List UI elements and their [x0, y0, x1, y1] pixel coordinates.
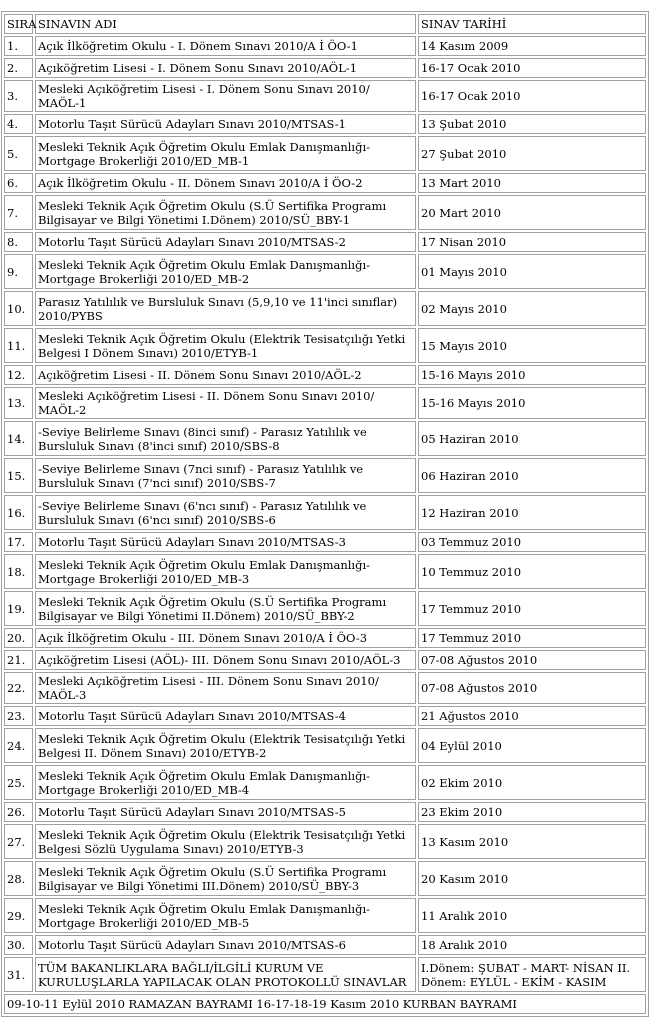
exam-date: 06 Haziran 2010 — [418, 458, 646, 493]
table-row — [4, 495, 646, 530]
table-row — [4, 824, 646, 859]
exam-name: Mesleki Teknik Açık Öğretim Okulu Emlak Danışmanlığı- Mortgage Brokerliği 2010/ED_MB-4 — [35, 765, 416, 800]
table-row — [4, 554, 646, 589]
exam-name: Mesleki Teknik Açık Öğretim Okulu (Elektrik Tesisatçılığı Yetki Belgesi II. Dönem Sınavı) 2010/ETYB-2 — [35, 728, 416, 763]
row-number: 16. — [4, 495, 33, 530]
row-number: 17. — [4, 532, 33, 552]
header-sinavin-adi: SINAVIN ADI — [35, 14, 416, 34]
row-number: 6. — [4, 173, 33, 193]
table-header-row — [4, 14, 646, 34]
table-row — [4, 114, 646, 134]
exam-date: 17 Temmuz 2010 — [418, 628, 646, 648]
exam-name: Mesleki Teknik Açık Öğretim Okulu (S.Ü Sertifika Programı Bilgisayar ve Bilgi Yönetimi III.Dönem) 2010/SÜ_BBY-3 — [35, 861, 416, 896]
table-row — [4, 291, 646, 326]
exam-date: 10 Temmuz 2010 — [418, 554, 646, 589]
row-number: 8. — [4, 232, 33, 252]
exam-date: 12 Haziran 2010 — [418, 495, 646, 530]
exam-date: 27 Şubat 2010 — [418, 136, 646, 171]
row-number: 19. — [4, 591, 33, 626]
row-number: 27. — [4, 824, 33, 859]
row-number: 24. — [4, 728, 33, 763]
exam-date: 07-08 Ağustos 2010 — [418, 650, 646, 670]
exam-date: 02 Ekim 2010 — [418, 765, 646, 800]
header-sira: SIRA — [4, 14, 33, 34]
exam-name: Mesleki Teknik Açık Öğretim Okulu Emlak Danışmanlığı- Mortgage Brokerliği 2010/ED_MB-2 — [35, 254, 416, 289]
exam-schedule — [1, 11, 649, 1017]
exam-date: 05 Haziran 2010 — [418, 421, 646, 456]
exam-date: 16-17 Ocak 2010 — [418, 80, 646, 112]
row-number: 25. — [4, 765, 33, 800]
exam-date: 07-08 Ağustos 2010 — [418, 672, 646, 704]
row-number: 5. — [4, 136, 33, 171]
exam-name: -Seviye Belirleme Sınavı (7nci sınıf) - Parasız Yatılılık ve Bursluluk Sınavı (7'nci sınıf) 2010/SBS-7 — [35, 458, 416, 493]
exam-date: 21 Ağustos 2010 — [418, 706, 646, 726]
exam-name: Parasız Yatılılık ve Bursluluk Sınavı (5,9,10 ve 11'inci sınıflar) 2010/PYBS — [35, 291, 416, 326]
exam-date: 13 Mart 2010 — [418, 173, 646, 193]
exam-name: Motorlu Taşıt Sürücü Adayları Sınavı 2010/MTSAS-6 — [35, 935, 416, 955]
table-row — [4, 765, 646, 800]
exam-date: 15-16 Mayıs 2010 — [418, 365, 646, 385]
exam-name: Motorlu Taşıt Sürücü Adayları Sınavı 2010/MTSAS-3 — [35, 532, 416, 552]
header-sinav-tarihi: SINAV TARİHİ — [418, 14, 646, 34]
table-row — [4, 254, 646, 289]
holiday-footer-row — [4, 994, 646, 1014]
exam-date: 17 Temmuz 2010 — [418, 591, 646, 626]
table-row — [4, 421, 646, 456]
exam-name: Mesleki Teknik Açık Öğretim Okulu Emlak Danışmanlığı- Mortgage Brokerliği 2010/ED_MB-3 — [35, 554, 416, 589]
table-row — [4, 898, 646, 933]
table-row — [4, 628, 646, 648]
table-row — [4, 935, 646, 955]
exam-date: 13 Kasım 2010 — [418, 824, 646, 859]
table-row — [4, 591, 646, 626]
exam-name: Mesleki Açıköğretim Lisesi - II. Dönem Sonu Sınavı 2010/ MAÖL-2 — [35, 387, 416, 419]
holiday-note: 09-10-11 Eylül 2010 RAMAZAN BAYRAMI 16-17-18-19 Kasım 2010 KURBAN BAYRAMI — [4, 994, 646, 1014]
table-row — [4, 328, 646, 363]
row-number: 31. — [4, 957, 33, 992]
table-row — [4, 232, 646, 252]
exam-name: -Seviye Belirleme Sınavı (6'ncı sınıf) - Parasız Yatılılık ve Bursluluk Sınavı (6'ncı sınıf) 2010/SBS-6 — [35, 495, 416, 530]
table-row — [4, 458, 646, 493]
table-row — [4, 195, 646, 230]
row-number: 13. — [4, 387, 33, 419]
row-number: 4. — [4, 114, 33, 134]
exam-date: 17 Nisan 2010 — [418, 232, 646, 252]
exam-name: Açıköğretim Lisesi - I. Dönem Sonu Sınavı 2010/AÖL-1 — [35, 58, 416, 78]
table-row — [4, 173, 646, 193]
exam-date: I.Dönem: ŞUBAT - MART- NİSAN II. Dönem: EYLÜL - EKİM - KASIM — [418, 957, 646, 992]
row-number: 10. — [4, 291, 33, 326]
exam-name: TÜM BAKANLIKLARA BAĞLI/İLGİLİ KURUM VE KURULUŞLARLA YAPILACAK OLAN PROTOKOLLÜ SINAVLAR — [35, 957, 416, 992]
exam-name: Mesleki Teknik Açık Öğretim Okulu (Elektrik Tesisatçılığı Yetki Belgesi I Dönem Sınavı) 2010/ETYB-1 — [35, 328, 416, 363]
row-number: 15. — [4, 458, 33, 493]
exam-name: Motorlu Taşıt Sürücü Adayları Sınavı 2010/MTSAS-4 — [35, 706, 416, 726]
exam-date: 20 Mart 2010 — [418, 195, 646, 230]
exam-name: Açıköğretim Lisesi (AÖL)- III. Dönem Sonu Sınavı 2010/AÖL-3 — [35, 650, 416, 670]
exam-name: -Seviye Belirleme Sınavı (8inci sınıf) - Parasız Yatılılık ve Bursluluk Sınavı (8'inci sınıf) 2010/SBS-8 — [35, 421, 416, 456]
exam-name: Mesleki Teknik Açık Öğretim Okulu Emlak Danışmanlığı- Mortgage Brokerliği 2010/ED_MB-5 — [35, 898, 416, 933]
table-row — [4, 802, 646, 822]
exam-name: Açıköğretim Lisesi - II. Dönem Sonu Sınavı 2010/AÖL-2 — [35, 365, 416, 385]
exam-date: 13 Şubat 2010 — [418, 114, 646, 134]
exam-name: Mesleki Teknik Açık Öğretim Okulu (S.Ü Sertifika Programı Bilgisayar ve Bilgi Yönetimi II.Dönem) 2010/SÜ_BBY-2 — [35, 591, 416, 626]
row-number: 26. — [4, 802, 33, 822]
exam-name: Motorlu Taşıt Sürücü Adayları Sınavı 2010/MTSAS-1 — [35, 114, 416, 134]
table-row — [4, 36, 646, 56]
table-row — [4, 861, 646, 896]
exam-date: 11 Aralık 2010 — [418, 898, 646, 933]
row-number: 7. — [4, 195, 33, 230]
table-row — [4, 58, 646, 78]
exam-date: 18 Aralık 2010 — [418, 935, 646, 955]
exam-name: Motorlu Taşıt Sürücü Adayları Sınavı 2010/MTSAS-5 — [35, 802, 416, 822]
exam-name: Açık İlköğretim Okulu - II. Dönem Sınavı 2010/A İ ÖO-2 — [35, 173, 416, 193]
table-row — [4, 706, 646, 726]
exam-date: 01 Mayıs 2010 — [418, 254, 646, 289]
exam-date: 15 Mayıs 2010 — [418, 328, 646, 363]
row-number: 21. — [4, 650, 33, 670]
exam-name: Açık İlköğretim Okulu - III. Dönem Sınavı 2010/A İ ÖO-3 — [35, 628, 416, 648]
exam-date: 04 Eylül 2010 — [418, 728, 646, 763]
exam-date: 23 Ekim 2010 — [418, 802, 646, 822]
exam-schedule-table — [1, 11, 649, 1017]
row-number: 3. — [4, 80, 33, 112]
table-row — [4, 80, 646, 112]
exam-name: Motorlu Taşıt Sürücü Adayları Sınavı 2010/MTSAS-2 — [35, 232, 416, 252]
row-number: 1. — [4, 36, 33, 56]
table-row — [4, 672, 646, 704]
table-row — [4, 650, 646, 670]
exam-name: Mesleki Açıköğretim Lisesi - III. Dönem Sonu Sınavı 2010/ MAÖL-3 — [35, 672, 416, 704]
row-number: 20. — [4, 628, 33, 648]
exam-name: Açık İlköğretim Okulu - I. Dönem Sınavı 2010/A İ ÖO-1 — [35, 36, 416, 56]
exam-name: Mesleki Teknik Açık Öğretim Okulu Emlak Danışmanlığı- Mortgage Brokerliği 2010/ED_MB-1 — [35, 136, 416, 171]
row-number: 2. — [4, 58, 33, 78]
row-number: 18. — [4, 554, 33, 589]
exam-date: 16-17 Ocak 2010 — [418, 58, 646, 78]
row-number: 9. — [4, 254, 33, 289]
row-number: 28. — [4, 861, 33, 896]
exam-name: Mesleki Teknik Açık Öğretim Okulu (S.Ü Sertifika Programı Bilgisayar ve Bilgi Yönetimi I.Dönem) 2010/SÜ_BBY-1 — [35, 195, 416, 230]
exam-date: 02 Mayıs 2010 — [418, 291, 646, 326]
table-row — [4, 387, 646, 419]
row-number: 14. — [4, 421, 33, 456]
exam-name: Mesleki Açıköğretim Lisesi - I. Dönem Sonu Sınavı 2010/ MAÖL-1 — [35, 80, 416, 112]
table-row — [4, 957, 646, 992]
row-number: 29. — [4, 898, 33, 933]
table-row — [4, 365, 646, 385]
row-number: 30. — [4, 935, 33, 955]
exam-date: 20 Kasım 2010 — [418, 861, 646, 896]
row-number: 12. — [4, 365, 33, 385]
table-row — [4, 532, 646, 552]
exam-date: 15-16 Mayıs 2010 — [418, 387, 646, 419]
row-number: 22. — [4, 672, 33, 704]
exam-date: 14 Kasım 2009 — [418, 36, 646, 56]
table-row — [4, 728, 646, 763]
row-number: 11. — [4, 328, 33, 363]
exam-name: Mesleki Teknik Açık Öğretim Okulu (Elektrik Tesisatçılığı Yetki Belgesi Sözlü Uygulama Sınavı) 2010/ETYB-3 — [35, 824, 416, 859]
exam-date: 03 Temmuz 2010 — [418, 532, 646, 552]
table-row — [4, 136, 646, 171]
row-number: 23. — [4, 706, 33, 726]
